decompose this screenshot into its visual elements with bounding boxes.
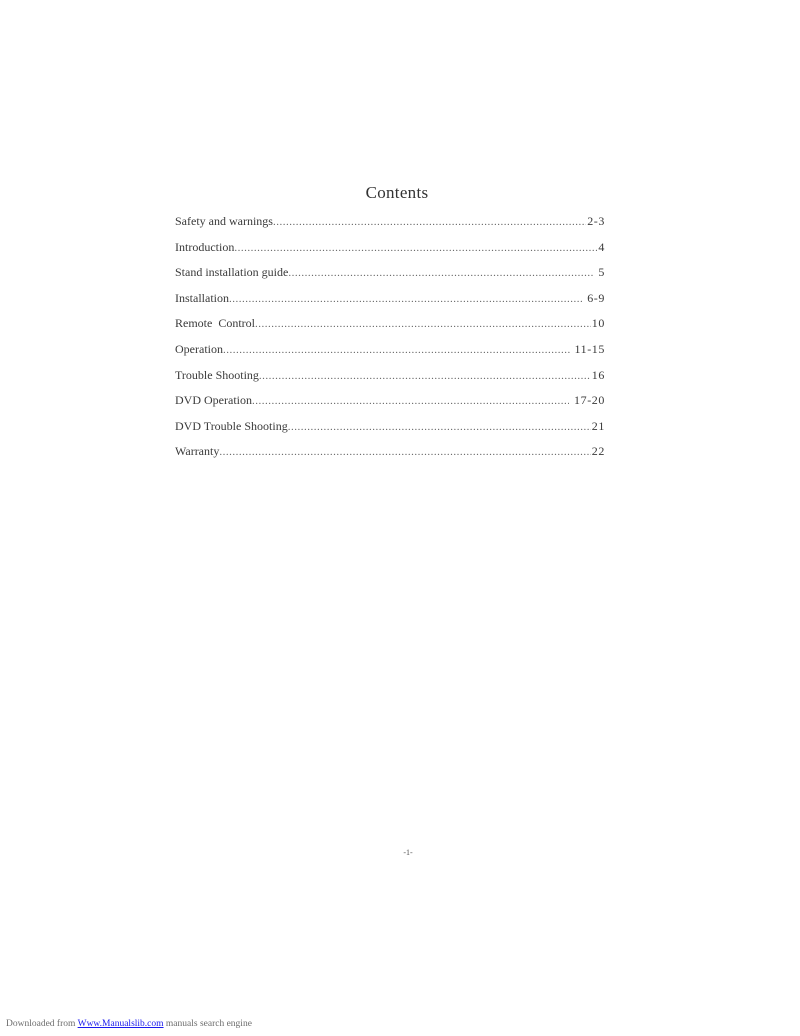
toc-entry-safety-and-warnings[interactable] bbox=[175, 214, 605, 240]
toc-entry-dvd-trouble-shooting[interactable] bbox=[175, 419, 605, 445]
footer-suffix: manuals search engine bbox=[165, 1019, 252, 1029]
page-number: -1- bbox=[403, 848, 413, 857]
toc-dot-leader bbox=[252, 395, 569, 407]
footer-prefix: Downloaded from bbox=[6, 1019, 76, 1029]
page-title: Contents bbox=[365, 183, 429, 202]
toc-entry-label: Remote Control bbox=[175, 316, 255, 331]
toc-entry-page: 16 bbox=[591, 367, 605, 382]
toc-entry-page: 4 bbox=[598, 239, 605, 254]
toc-entry-stand-installation-guide[interactable] bbox=[175, 265, 605, 291]
toc-dot-leader bbox=[273, 216, 586, 228]
toc-entry-page: 22 bbox=[591, 444, 605, 459]
toc-entry-dvd-operation[interactable] bbox=[175, 393, 605, 419]
toc-entry-label: Stand installation guide bbox=[175, 265, 289, 280]
toc-dot-leader bbox=[219, 446, 590, 458]
toc-dot-leader bbox=[288, 267, 593, 279]
toc-entry-remote-control[interactable] bbox=[175, 316, 605, 342]
toc-entry-trouble-shooting[interactable] bbox=[175, 368, 605, 394]
toc-entry-page: 11-15 bbox=[570, 341, 605, 356]
toc-entry-label: Introduction bbox=[175, 239, 235, 254]
toc-entry-warranty[interactable] bbox=[175, 444, 605, 470]
toc-entry-introduction[interactable] bbox=[175, 240, 605, 266]
manualslib-link[interactable]: Www.Manualslib.com bbox=[77, 1019, 164, 1029]
toc-entry-operation[interactable] bbox=[175, 342, 605, 368]
toc-entry-page: 10 bbox=[591, 316, 605, 331]
toc-entry-label: DVD Operation bbox=[175, 393, 252, 408]
download-footer bbox=[6, 1019, 252, 1029]
toc-dot-leader bbox=[223, 344, 570, 356]
toc-entry-label: Safety and warnings bbox=[175, 214, 273, 228]
toc-entry-label: Warranty bbox=[175, 444, 220, 459]
toc-entry-label: Installation bbox=[175, 290, 229, 305]
toc-entry-page: 21 bbox=[591, 418, 605, 433]
toc-entry-label: Operation bbox=[175, 341, 223, 356]
toc-entry-page: 5 bbox=[594, 265, 605, 280]
toc-dot-leader bbox=[288, 421, 591, 433]
toc-dot-leader bbox=[229, 293, 583, 305]
toc-entry-page: 2-3 bbox=[587, 214, 605, 228]
toc-entry-page: 6-9 bbox=[583, 290, 605, 305]
toc-dot-leader bbox=[234, 242, 597, 254]
toc-entry-label: Trouble Shooting bbox=[175, 367, 259, 382]
toc-entry-label: DVD Trouble Shooting bbox=[175, 418, 288, 433]
toc-dot-leader bbox=[259, 370, 591, 382]
toc-entry-installation[interactable] bbox=[175, 291, 605, 317]
toc-dot-leader bbox=[255, 318, 591, 330]
toc-entry-page: 17-20 bbox=[570, 393, 605, 408]
table-of-contents bbox=[175, 214, 605, 470]
